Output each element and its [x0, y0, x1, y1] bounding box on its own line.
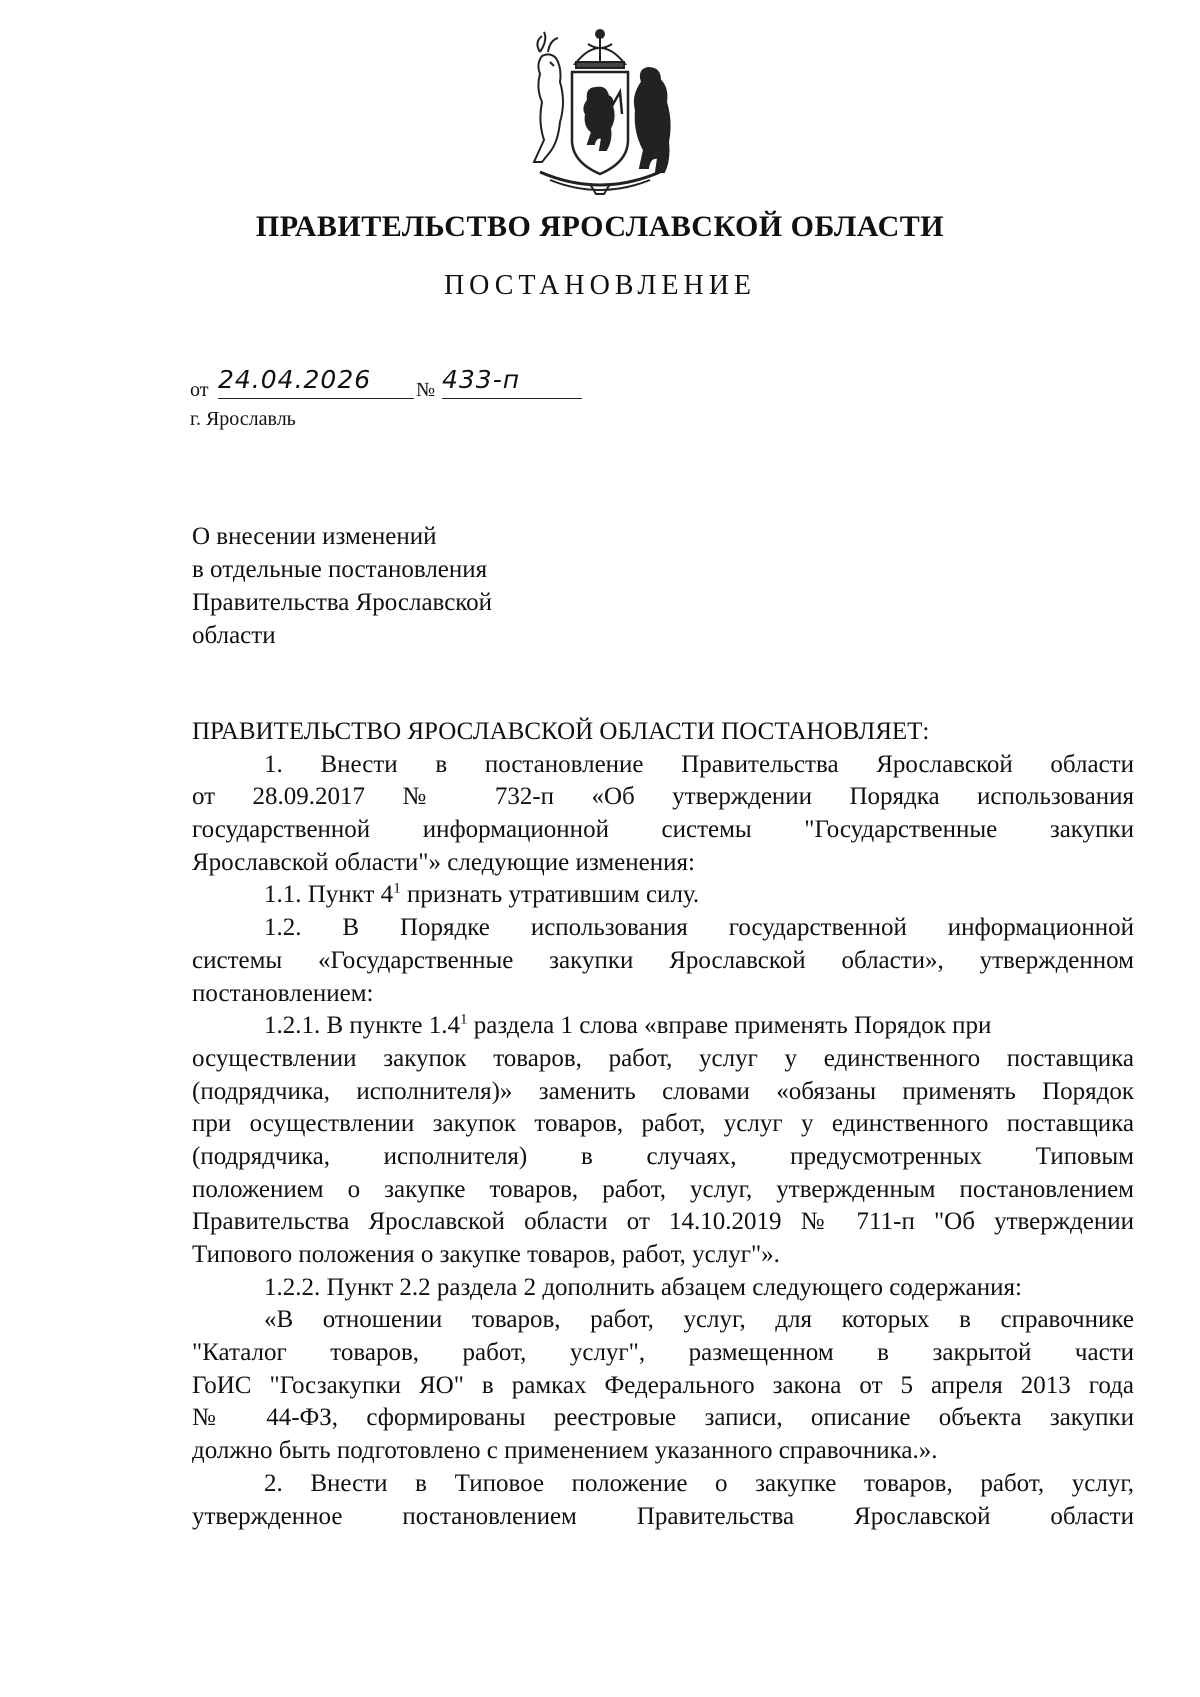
body-line: 1.2.2. Пункт 2.2 раздела 2 дополнить абзацем следующего содержания:: [264, 1273, 1022, 1301]
body-line: 1.2. В Порядке использования государственной информационной: [264, 914, 1134, 942]
superscript: 1: [460, 1011, 468, 1028]
coat-of-arms-emblem: [520, 22, 680, 200]
body-line: утвержденное постановлением Правительства Ярославской области: [192, 1502, 1134, 1530]
body-line: положением о закупке товаров, работ, услуг, утвержденным постановлением: [192, 1175, 1134, 1203]
subject-line: в отдельные постановления: [192, 556, 488, 583]
subject-line: области: [192, 622, 276, 649]
body-line: (подрядчика, исполнителя) в случаях, предусмотренных Типовым: [192, 1142, 1134, 1170]
body-line: постановлением:: [192, 979, 374, 1007]
body-line: [192, 879, 1134, 912]
subject-line: О внесении изменений: [192, 523, 437, 550]
body-text: 1.2.1. В пункте 1.4: [264, 1012, 461, 1040]
body-line: № 44-ФЗ, сформированы реестровые записи, описание объекта закупки: [192, 1404, 1134, 1432]
superscript: 1: [393, 881, 401, 898]
body-line: 1. Внести в постановление Правительства Ярославской области: [264, 750, 1134, 778]
city-label: г. Ярославль: [190, 408, 296, 430]
body-text: раздела 1 слова «вправе применять Порядок при: [473, 1012, 992, 1040]
body-line: должно быть подготовлено с применением указанного справочника.».: [192, 1437, 938, 1465]
body-line: "Каталог товаров, работ, услуг", размещенном в закрытой части: [192, 1339, 1134, 1367]
resolves-heading: ПРАВИТЕЛЬСТВО ЯРОСЛАВСКОЙ ОБЛАСТИ ПОСТАНОВЛЯЕТ:: [192, 718, 930, 745]
handwritten-date: 24.04.2026: [218, 365, 414, 399]
body-line: Ярославской области"» следующие изменения:: [192, 848, 695, 876]
body-text: признать утратившим силу.: [406, 881, 700, 909]
body-line: системы «Государственные закупки Ярославской области», утвержденном: [192, 946, 1134, 974]
handwritten-number: 433-п: [442, 365, 582, 399]
date-prefix-label: от: [190, 379, 209, 401]
body-line: Типового положения о закупке товаров, работ, услуг"».: [192, 1241, 780, 1268]
body-line: «В отношении товаров, работ, услуг, для которых в справочнике: [264, 1306, 1134, 1334]
body-line: осуществлении закупок товаров, работ, услуг у единственного поставщика: [192, 1044, 1134, 1072]
body-line: государственной информационной системы "Государственные закупки: [192, 816, 1134, 844]
body-line: ГоИС "Госзакупки ЯО" в рамках Федерального закона от 5 апреля 2013 года: [192, 1371, 1134, 1399]
subject-block: [192, 520, 492, 652]
number-sign-label: №: [416, 379, 436, 401]
dateline: [190, 365, 610, 405]
body-line: при осуществлении закупок товаров, работ, услуг у единственного поставщика: [192, 1110, 1134, 1138]
body-text: 1.1. Пункт 4: [264, 881, 394, 909]
document-body: [192, 716, 1134, 1533]
body-line: (подрядчика, исполнителя)» заменить словами «обязаны применять Порядок: [192, 1077, 1134, 1105]
subject-line: Правительства Ярославской: [192, 589, 493, 616]
body-line: 2. Внести в Типовое положение о закупке товаров, работ, услуг,: [264, 1469, 1134, 1497]
body-line: Правительства Ярославской области от 14.10.2019 № 711-п "Об утверждении: [192, 1208, 1134, 1236]
body-line: [192, 1010, 1134, 1043]
government-title: ПРАВИТЕЛЬСТВО ЯРОСЛАВСКОЙ ОБЛАСТИ: [255, 210, 945, 243]
body-line: от 28.09.2017 № 732-п «Об утверждении Порядка использования: [192, 783, 1134, 811]
document-type: ПОСТАНОВЛЕНИЕ: [443, 270, 757, 301]
